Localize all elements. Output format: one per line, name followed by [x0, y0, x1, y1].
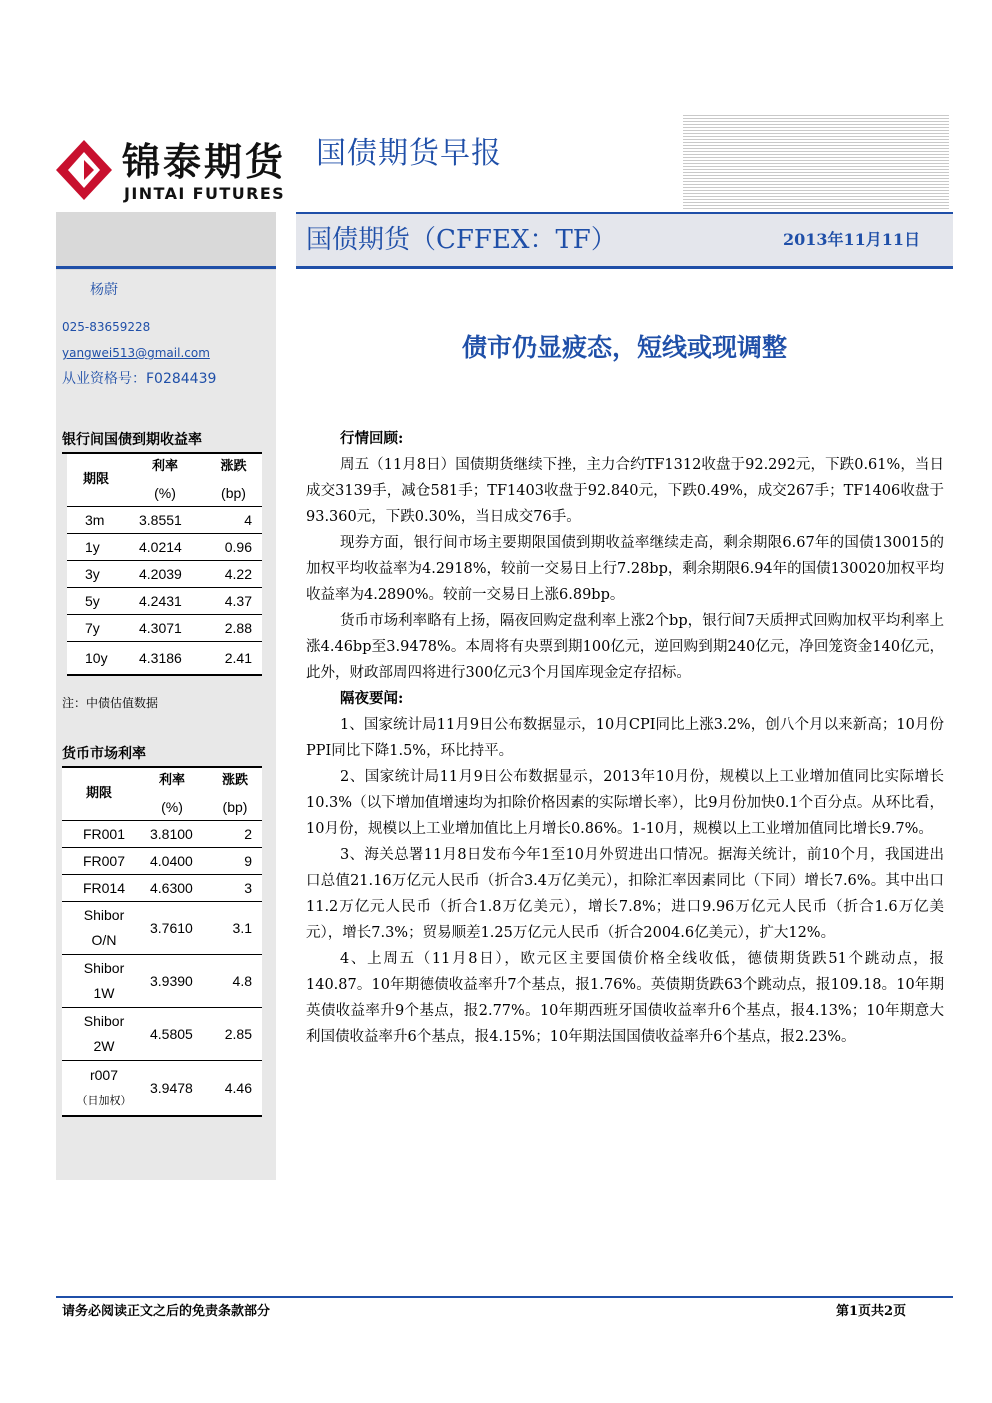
- table-row: [62, 875, 262, 902]
- product-name: 国债期货（CFFEX：TF）: [306, 225, 617, 255]
- table-row: [67, 534, 262, 561]
- yield-change: 0.96: [205, 534, 262, 561]
- paragraph: 1、国家统计局11月9日公布数据显示，10月CPI同比上涨3.2%，创八个月以来新高；10月份PPI同比下降1.5%，环比持平。: [306, 717, 944, 759]
- page-number: 第1页共2页: [836, 1304, 907, 1319]
- yield-header-rate-unit: (%): [154, 485, 176, 501]
- money-term-line2: （日加权）: [76, 1094, 132, 1107]
- yield-table-note: 注：中债估值数据: [62, 696, 159, 710]
- money-term: FR007: [62, 848, 136, 875]
- money-rate: 3.7610: [136, 902, 208, 955]
- money-change: 2.85: [208, 1008, 262, 1061]
- money-term: [62, 955, 136, 1008]
- yield-change: 4.22: [205, 561, 262, 588]
- sidebar-rule: [56, 266, 276, 269]
- table-row: [67, 615, 262, 642]
- table-row: [67, 561, 262, 588]
- money-term: [62, 1061, 136, 1117]
- yield-table: [67, 454, 262, 676]
- analyst-license: 从业资格号：F0284439: [62, 371, 217, 387]
- table-row: [62, 1061, 262, 1117]
- yield-header-rate: 利率: [151, 459, 178, 474]
- report-date: 2013年11月11日: [783, 230, 921, 249]
- money-rate: 4.6300: [136, 875, 208, 902]
- money-table-title: 货币市场利率: [62, 746, 146, 762]
- money-term-line1: Shibor: [83, 1013, 125, 1029]
- money-term-line1: r007: [89, 1067, 119, 1083]
- yield-term: 3y: [67, 561, 125, 588]
- table-row: [62, 821, 262, 848]
- table-row: [62, 902, 262, 955]
- yield-rate: 4.3186: [125, 642, 205, 676]
- money-header-rate-unit: (%): [161, 799, 183, 815]
- yield-rate: 4.2431: [125, 588, 205, 615]
- yield-rate: 3.8551: [125, 507, 205, 534]
- money-term-line1: Shibor: [83, 907, 125, 923]
- analyst-email-link[interactable]: yangwei513@gmail.com: [62, 346, 210, 360]
- paragraph: 货币市场利率略有上扬，隔夜回购定盘利率上涨2个bp，银行间7天质押式回购加权平均利率上涨4.46bp至3.9478%。本周将有央票到期100亿元，逆回购到期240亿元，净回笼资金140亿元，此外，财政部周四将进行300亿元3个月国库现金定存招标。: [306, 613, 944, 681]
- article-headline: 债市仍显疲态，短线或现调整: [461, 333, 787, 362]
- money-header-term: 期限: [85, 786, 112, 801]
- paragraph: 4、上周五（11月8日），欧元区主要国债价格全线收低，德债期货跌51个跳动点，报140.87。10年期德债收益率升7个基点，报1.76%。英债期货跌63个跳动点，报109.18。10年期英债收益率升9个基点，报2.77%。10年期西班牙国债收益率升6个基点，报4.13%；10年期意大利国债收益率升6个基点，报4.15%；10年期法国国债收益率升6个基点，报2.23%。: [306, 951, 944, 1045]
- report-title: 国债期货早报: [316, 136, 502, 171]
- table-row: [62, 848, 262, 875]
- section-title-overnight-news: 隔夜要闻:: [340, 690, 404, 707]
- money-rate: 3.9390: [136, 955, 208, 1008]
- table-row: [67, 507, 262, 534]
- paragraph: 2、国家统计局11月9日公布数据显示，2013年10月份，规模以上工业增加值同比实际增长10.3%（以下增加值增速均为扣除价格因素的实际增长率），比9月份加快0.1个百分点。从环比看，10月份，规模以上工业增加值比上月增长0.86%。1-10月，规模以上工业增加值同比增长9.7%。: [306, 769, 944, 837]
- yield-term: 5y: [67, 588, 125, 615]
- analyst-phone: 025-83659228: [62, 320, 151, 334]
- yield-rate: 4.2039: [125, 561, 205, 588]
- paragraph: 周五（11月8日）国债期货继续下挫，主力合约TF1312收盘于92.292元，下跌0.61%，当日成交3139手，减仓581手；TF1403收盘于92.840元，下跌0.49%，成交267手；TF1406收盘于93.360元，下跌0.30%，当日成交76手。: [306, 457, 944, 525]
- section-title-market-review: 行情回顾:: [340, 430, 404, 447]
- money-rate: 4.0400: [136, 848, 208, 875]
- decorative-stripe-box: [683, 115, 949, 209]
- money-header-rate: 利率: [158, 773, 185, 788]
- footer-disclaimer: 请务必阅读正文之后的免责条款部分: [62, 1304, 271, 1319]
- yield-term: 7y: [67, 615, 125, 642]
- brand-name-cn: 锦泰期货: [122, 140, 287, 184]
- money-term: [62, 1008, 136, 1061]
- money-rate: 3.8100: [136, 821, 208, 848]
- money-term-line1: Shibor: [83, 960, 125, 976]
- money-term: FR001: [62, 821, 136, 848]
- money-header-change: 涨跌: [221, 773, 248, 788]
- money-term-line2: 1W: [93, 985, 115, 1001]
- yield-header-term: 期限: [82, 472, 109, 487]
- money-rate: 3.9478: [136, 1061, 208, 1117]
- yield-change: 2.88: [205, 615, 262, 642]
- jintai-logo-icon: [56, 140, 112, 200]
- article-body: [306, 426, 944, 1050]
- yield-change: 2.41: [205, 642, 262, 676]
- money-term: FR014: [62, 875, 136, 902]
- money-header-change-unit: (bp): [222, 799, 248, 815]
- money-term-line2: O/N: [91, 932, 117, 948]
- footer-rule: [56, 1296, 953, 1298]
- money-change: 9: [208, 848, 262, 875]
- yield-rate: 4.0214: [125, 534, 205, 561]
- brand-name-en: JINTAI FUTURES: [124, 184, 286, 203]
- yield-header-change-unit: (bp): [221, 485, 246, 501]
- money-change: 2: [208, 821, 262, 848]
- money-term: [62, 902, 136, 955]
- money-term-line2: 2W: [93, 1038, 115, 1054]
- money-change: 3: [208, 875, 262, 902]
- yield-change: 4: [205, 507, 262, 534]
- money-change: 4.46: [208, 1061, 262, 1117]
- yield-term: 1y: [67, 534, 125, 561]
- paragraph: 3、海关总署11月8日发布今年1至10月外贸进出口情况。据海关统计，前10个月，我国进出口总值21.16万亿元人民币（折合3.4万亿美元），扣除汇率因素同比（下同）增长7.6%。其中出口11.2万亿元人民币（折合1.8万亿美元），增长7.8%；进口9.96万亿元人民币（折合1.6万亿美元），增长7.3%；贸易顺差1.25万亿元人民币（折合2004.6亿美元），扩大12%。: [306, 847, 944, 941]
- yield-header-change: 涨跌: [220, 459, 247, 474]
- yield-table-title: 银行间国债到期收益率: [62, 432, 202, 448]
- yield-term: 10y: [67, 642, 125, 676]
- money-change: 4.8: [208, 955, 262, 1008]
- header-rule-bottom: [296, 266, 953, 269]
- table-row: [62, 1008, 262, 1061]
- money-change: 3.1: [208, 902, 262, 955]
- yield-term: 3m: [67, 507, 125, 534]
- table-row: [67, 588, 262, 615]
- table-row: [62, 955, 262, 1008]
- money-rate: 4.5805: [136, 1008, 208, 1061]
- analyst-name: 杨蔚: [90, 282, 118, 298]
- money-market-table: [62, 768, 262, 1117]
- table-row: [67, 642, 262, 676]
- paragraph: 现券方面，银行间市场主要期限国债到期收益率继续走高，剩余期限6.67年的国债130015的加权平均收益率为4.2918%，较前一交易日上行7.28bp，剩余期限6.94年的国债130020加权平均收益率为4.2890%。较前一交易日上涨6.89bp。: [306, 535, 944, 603]
- yield-change: 4.37: [205, 588, 262, 615]
- yield-rate: 4.3071: [125, 615, 205, 642]
